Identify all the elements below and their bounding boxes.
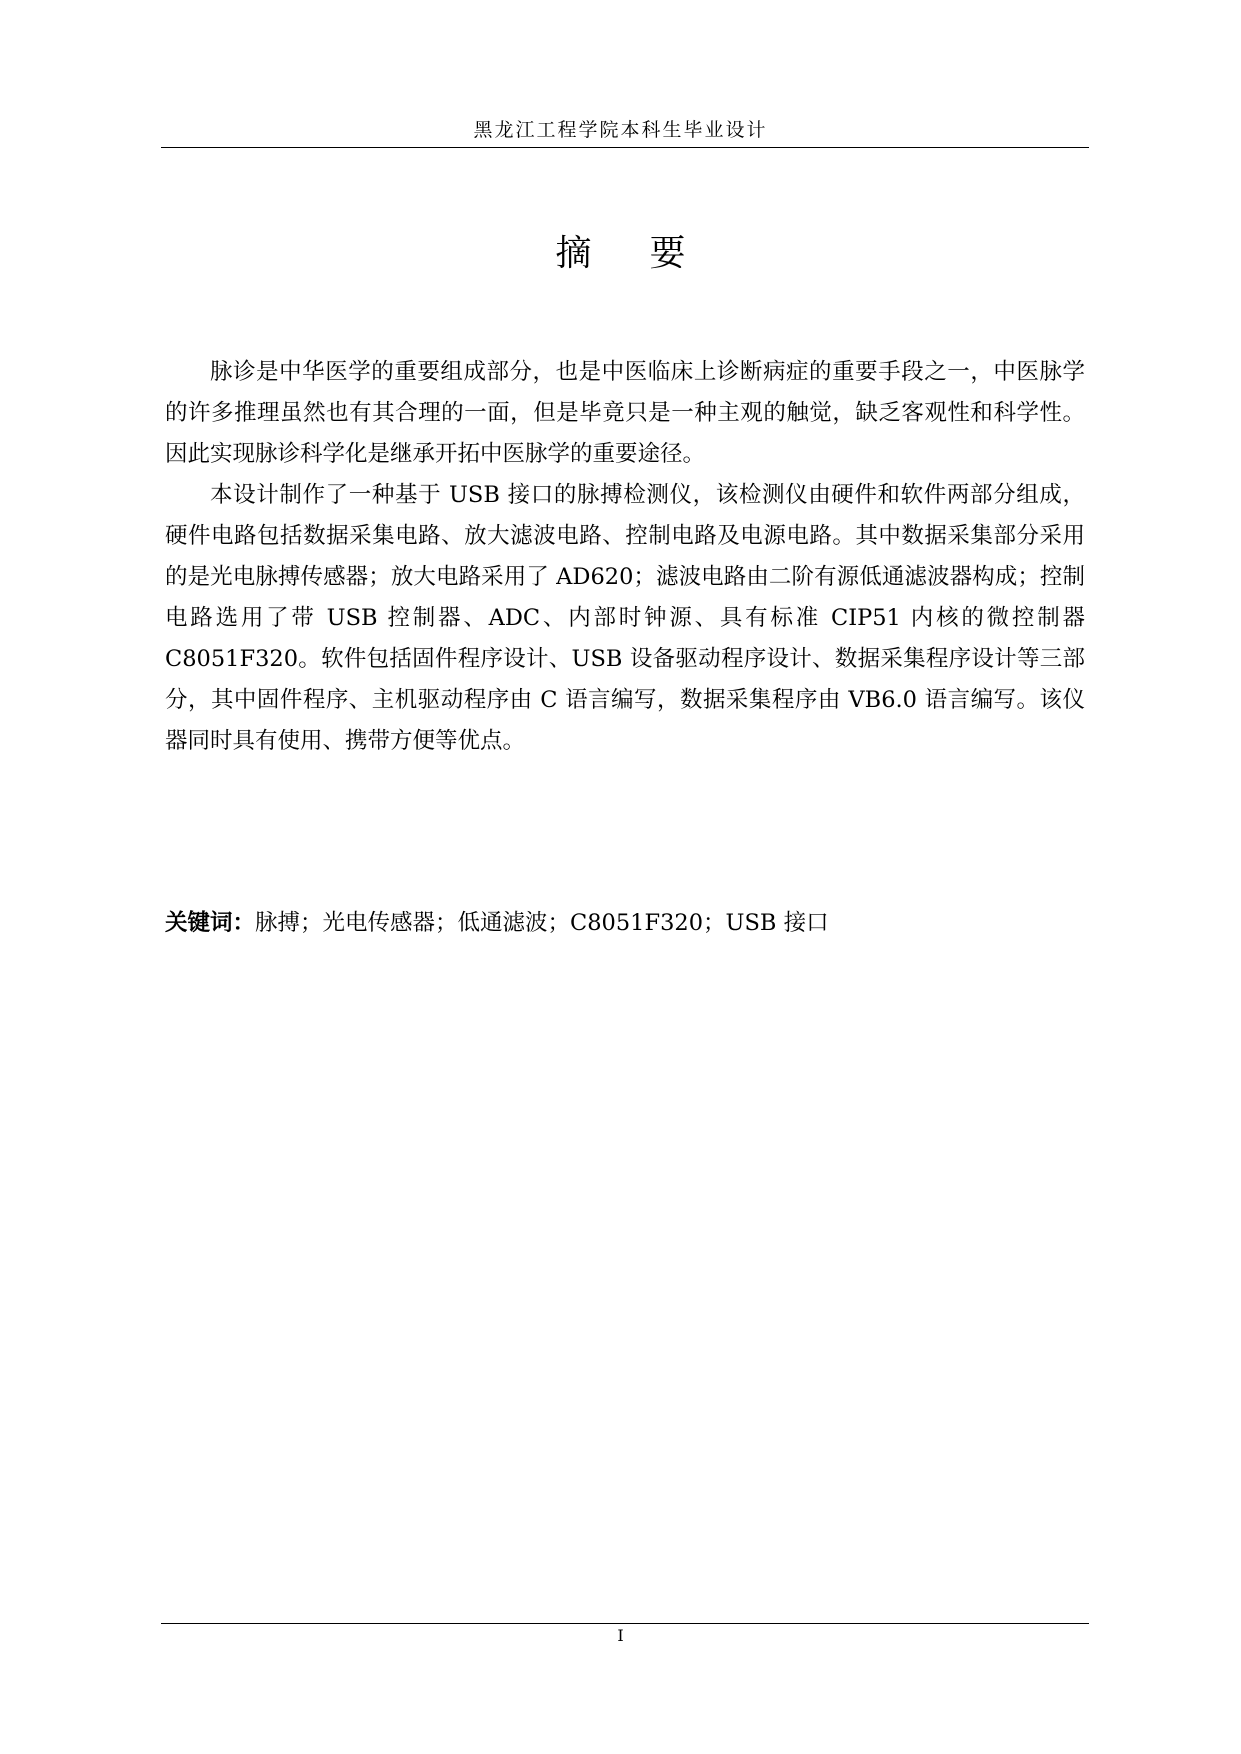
header-rule [161,147,1089,148]
keywords-line [165,906,1085,940]
abstract-body [165,352,1085,762]
abstract-paragraph-2: 本设计制作了一种基于 USB 接口的脉搏检测仪，该检测仪由硬件和软件两部分组成，硬件电路包括数据采集电路、放大滤波电路、控制电路及电源电路。其中数据采集部分采用的是光电脉搏传感器；放大电路采用了 AD620；滤波电路由二阶有源低通滤波器构成；控制电路选用了带 USB 控制器、ADC、内部时钟源、具有标准 CIP51 内核的微控制器 C8051F320。软件包括固件程序设计、USB 设备驱动程序设计、数据采集程序设计等三部分，其中固件程序、主机驱动程序由 C 语言编写，数据采集程序由 VB6.0 语言编写。该仪器同时具有使用、携带方便等优点。 [165,482,1085,754]
page-title: 摘要 [555,233,744,274]
keywords-label: 关键词： [165,910,256,936]
abstract-paragraph-1: 脉诊是中华医学的重要组成部分，也是中医临床上诊断病症的重要手段之一，中医脉学的许多推理虽然也有其合理的一面，但是毕竟只是一种主观的触觉，缺乏客观性和科学性。因此实现脉诊科学化是继承开拓中医脉学的重要途径。 [165,359,1085,467]
page-header: 黑龙江工程学院本科生毕业设计 [473,119,768,141]
footer-rule [161,1623,1089,1624]
keywords-value: 脉搏；光电传感器；低通滤波；C8051F320；USB 接口 [255,910,829,936]
page-number: I [617,1626,624,1645]
